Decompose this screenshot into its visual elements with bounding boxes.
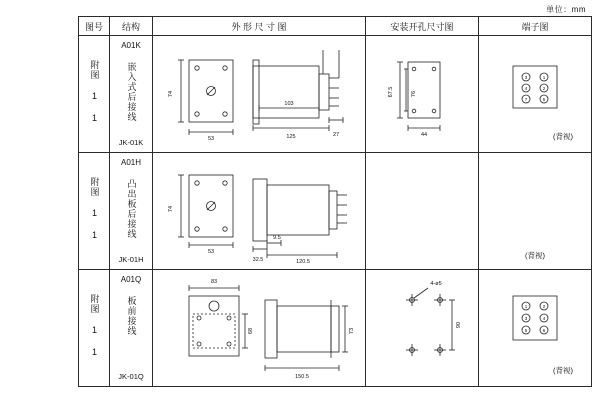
terminal-num: 7 (524, 96, 528, 102)
terminal-num: 2 (542, 303, 546, 309)
terminal-num: 3 (524, 315, 528, 321)
header-outline: 外 形 尺 寸 图 (153, 17, 366, 36)
struct-desc-1: 嵌入式后接线 (126, 62, 137, 122)
mounting-drawing-1 (366, 36, 478, 152)
table-header-row (79, 17, 592, 36)
cell-mounting-3 (366, 270, 479, 387)
dim-53-2: 53 (207, 249, 215, 255)
cell-struct-3 (110, 270, 153, 387)
cell-mounting-2 (366, 153, 479, 270)
dim-53-1: 53 (207, 136, 215, 142)
cell-terminal-1 (479, 36, 592, 153)
struct-code-1: A01K (121, 41, 141, 50)
dim-90: 90 (456, 321, 462, 329)
tuhao-label-3: 附图 1 1 (89, 293, 100, 358)
table-row (79, 36, 592, 153)
dim-675: 67.5 (388, 86, 394, 98)
terminal-num: 4 (542, 315, 546, 321)
terminal-num: 1 (542, 74, 546, 80)
outline-drawing-1 (153, 36, 365, 152)
terminal-num: 6 (542, 327, 546, 333)
cell-outline-2 (153, 153, 366, 270)
terminal-num: 5 (542, 96, 546, 102)
struct-desc-3: 板前接线 (126, 296, 137, 336)
terminal-num: 1 (524, 303, 528, 309)
cell-outline-3 (153, 270, 366, 387)
header-terminal: 端子图 (479, 17, 592, 36)
struct-code-3: A01Q (120, 275, 142, 284)
terminal-drawing-3 (479, 270, 591, 386)
unit-note: 单位：mm (546, 5, 586, 14)
dim-74-2: 74 (168, 205, 174, 213)
table-row (79, 270, 592, 387)
cell-struct-2 (110, 153, 153, 270)
dim-4xd5: 4-ø5 (430, 281, 442, 287)
header-jiegou: 结构 (110, 17, 153, 36)
dim-1205-2: 120.5 (296, 259, 310, 265)
cell-mounting-1 (366, 36, 479, 153)
dim-125-1: 125 (286, 134, 296, 140)
struct-model-2: JK-01H (118, 255, 144, 264)
terminal-num: 5 (524, 327, 528, 333)
terminal-note-3: (背视) (553, 366, 573, 375)
cell-tuhao-3 (79, 270, 110, 387)
cell-tuhao-1 (79, 36, 110, 153)
struct-desc-2: 凸出板后接线 (126, 179, 137, 239)
dim-95-2: 9.5 (273, 235, 281, 241)
header-mounting: 安装开孔尺寸图 (366, 17, 479, 36)
terminal-num: 3 (524, 74, 528, 80)
dim-76: 76 (411, 90, 417, 98)
struct-model-1: JK-01K (118, 138, 144, 147)
dim-1505-3: 150.5 (295, 374, 309, 380)
struct-model-3: JK-01Q (118, 372, 144, 381)
dim-83-3: 83 (210, 279, 218, 285)
tuhao-label-2: 附图 1 1 (89, 176, 100, 241)
struct-code-2: A01H (120, 158, 141, 167)
dim-68-3: 68 (248, 327, 254, 335)
terminal-num: 4 (524, 85, 528, 91)
outline-drawing-2 (153, 153, 365, 269)
terminal-drawing-1 (479, 36, 591, 152)
cell-outline-1 (153, 36, 366, 153)
tuhao-label-1: 附图 1 1 (89, 59, 100, 124)
table-row (79, 153, 592, 270)
header-tuhao: 图号 (79, 17, 110, 36)
cell-tuhao-2 (79, 153, 110, 270)
cell-terminal-2 (479, 153, 592, 270)
dim-27-1: 27 (332, 132, 340, 138)
dim-103-1: 103 (284, 101, 294, 107)
dim-74-1: 74 (168, 90, 174, 98)
cell-struct-1 (110, 36, 153, 153)
mounting-drawing-3 (366, 270, 478, 386)
dim-325-2: 32.5 (252, 257, 264, 263)
terminal-note-1: (背视) (553, 132, 573, 141)
terminal-num: 2 (542, 85, 546, 91)
dim-73-3: 73 (349, 327, 355, 335)
spec-table (78, 16, 592, 387)
cell-terminal-3 (479, 270, 592, 387)
terminal-note-2: (背视) (525, 251, 545, 260)
dim-44: 44 (420, 132, 428, 138)
outline-drawing-3 (153, 270, 365, 386)
